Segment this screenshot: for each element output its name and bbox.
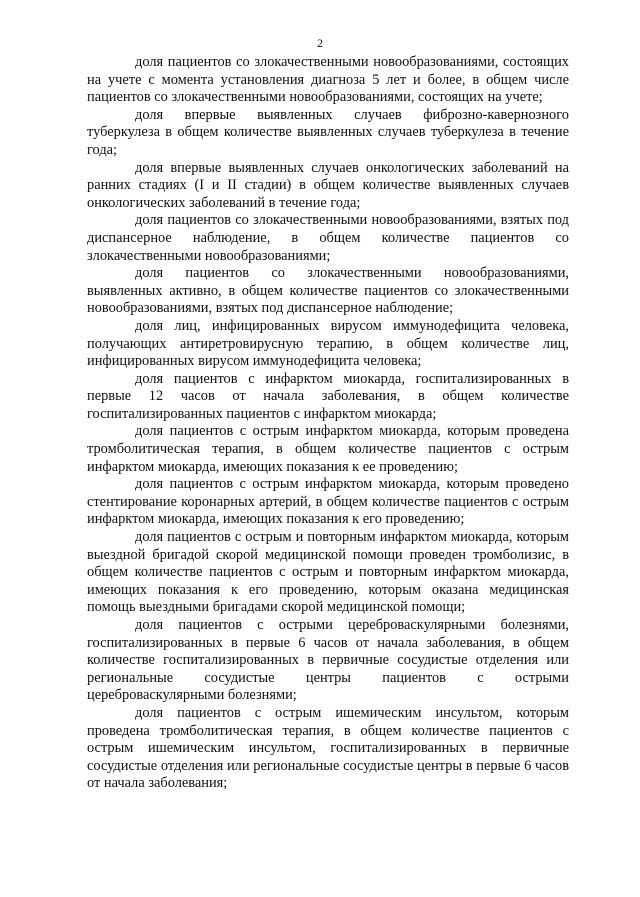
paragraph-12: доля пациентов с острым ишемическим инсультом, которым проведена тромболитическая терапия, в общем количестве пациентов с острым ишемическим инсультом, госпитализированных в первичные сосудистые отделения или региональные сосудистые центры в первые 6 часов от начала заболевания;	[87, 704, 569, 792]
paragraph-4: доля пациентов со злокачественными новообразованиями, взятых под диспансерное наблюдение, в общем количестве пациентов со злокачественными новообразованиями;	[87, 212, 569, 264]
paragraph-3: доля впервые выявленных случаев онкологических заболеваний на ранних стадиях (I и II стадии) в общем количестве выявленных случаев онкологических заболеваний в течение года;	[87, 159, 569, 211]
page-number: 2	[317, 36, 323, 50]
paragraph-8: доля пациентов с острым инфарктом миокарда, которым проведена тромболитическая терапия, в общем количестве пациентов с острым инфарктом миокарда, имеющих показания к ее проведению;	[87, 423, 569, 475]
paragraph-5: доля пациентов со злокачественными новообразованиями, выявленных активно, в общем количестве пациентов со злокачественными новообразованиями, взятых под диспансерное наблюдение;	[87, 265, 569, 317]
paragraph-9: доля пациентов с острым инфарктом миокарда, которым проведено стентирование коронарных артерий, в общем количестве пациентов с острым инфарктом миокарда, имеющих показания к его проведению;	[87, 476, 569, 528]
paragraph-10: доля пациентов с острым и повторным инфарктом миокарда, которым выездной бригадой скорой медицинской помощи проведен тромболизис, в общем количестве пациентов с острым и повторным инфарктом миокарда, имеющих показания к его проведению, которым оказана медицинская помощь выездными бригадами скорой медицинской помощи;	[87, 529, 569, 616]
document-body	[87, 54, 569, 793]
paragraph-1: доля пациентов со злокачественными новообразованиями, состоящих на учете с момента установления диагноза 5 лет и более, в общем числе пациентов со злокачественными новообразованиями, состоящих на учете;	[87, 54, 569, 106]
paragraph-7: доля пациентов с инфарктом миокарда, госпитализированных в первые 12 часов от начала заболевания, в общем количестве госпитализированных пациентов с инфарктом миокарда;	[87, 370, 569, 422]
paragraph-2: доля впервые выявленных случаев фиброзно-кавернозного туберкулеза в общем количестве выявленных случаев туберкулеза в течение года;	[87, 106, 569, 158]
paragraph-6: доля лиц, инфицированных вирусом иммунодефицита человека, получающих антиретровирусную терапию, в общем количестве лиц, инфицированных вирусом иммунодефицита человека;	[87, 317, 569, 370]
paragraph-11: доля пациентов с острыми цереброваскулярными болезнями, госпитализированных в первые 6 часов от начала заболевания, в общем количестве госпитализированных в первичные сосудистые отделения или региональные сосудистые центры пациентов с острыми цереброваскулярными болезнями;	[87, 617, 569, 704]
